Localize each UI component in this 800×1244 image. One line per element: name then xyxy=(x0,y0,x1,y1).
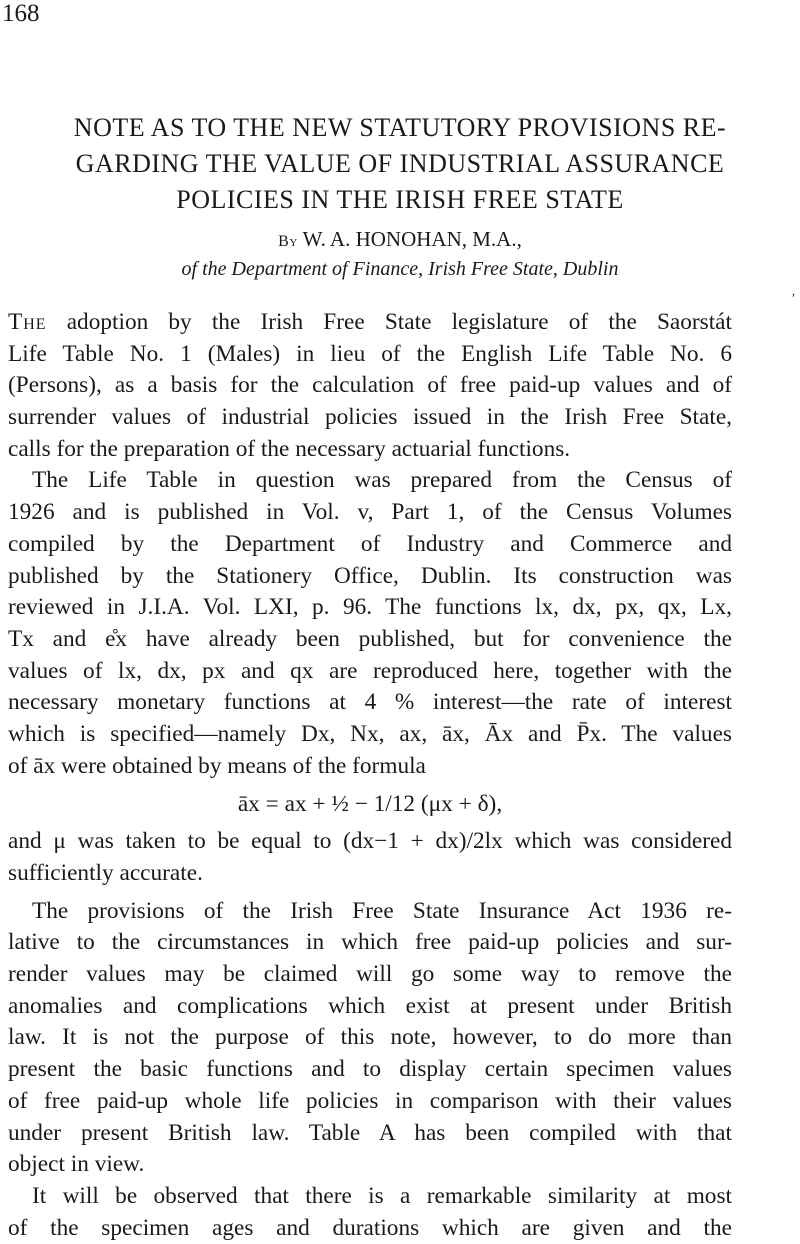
margin-mark: ʹ xyxy=(792,292,796,307)
body-line: The Life Table in question was prepared from the Census of xyxy=(32,467,732,494)
author-byline xyxy=(0,226,800,255)
page-number: 168 xyxy=(2,0,40,27)
paragraph-3 xyxy=(8,826,732,889)
annuity-formula: āx = ax + ½ − 1/12 (μx + δ), xyxy=(237,791,503,818)
body-line: anomalies and complications which exist at present under British xyxy=(8,992,732,1019)
body-line: compiled by the Department of Industry and Commerce and xyxy=(8,530,732,557)
paragraph-2 xyxy=(8,465,732,782)
body-line: surrender values of industrial policies issued in the Irish Free State, xyxy=(8,404,732,431)
body-line: necessary monetary functions at 4 % interest—the rate of interest xyxy=(8,689,732,716)
body-line: (Persons), as a basis for the calculation of free paid-up values and of xyxy=(8,372,732,399)
article-title xyxy=(0,110,800,218)
body-line xyxy=(8,307,732,339)
body-line: law. It is not the purpose of this note, however, to do more than xyxy=(8,1024,732,1051)
paragraph-1 xyxy=(8,307,732,465)
body-line: It will be observed that there is a remarkable similarity at most xyxy=(32,1182,732,1209)
body-line: under present British law. Table A has been compiled with that xyxy=(8,1119,732,1146)
body-line: The provisions of the Irish Free State Insurance Act 1936 re- xyxy=(32,897,732,924)
body-line: reviewed in J.I.A. Vol. LXI, p. 96. The functions lx, dx, px, qx, Lx, xyxy=(8,594,732,621)
paragraph-5 xyxy=(8,1181,732,1244)
line-text: adoption by the Irish Free State legislature of the Saorstát xyxy=(46,309,732,335)
body-line: of the specimen ages and durations which are given and the xyxy=(8,1214,732,1241)
title-line: POLICIES IN THE IRISH FREE STATE xyxy=(176,185,624,214)
body-line: of āx were obtained by means of the formula xyxy=(8,752,426,779)
body-line: render values may be claimed will go some way to remove the xyxy=(8,961,732,988)
body-line: published by the Stationery Office, Dublin. Its construction was xyxy=(8,562,732,589)
body-line: Life Table No. 1 (Males) in lieu of the English Life Table No. 6 xyxy=(8,340,732,367)
body-line: calls for the preparation of the necessary actuarial functions. xyxy=(8,435,571,462)
byline-prefix: By xyxy=(278,233,298,250)
lead-word: The xyxy=(8,309,47,335)
body-line: Tx and e̊x have already been published, but for convenience the xyxy=(8,625,732,652)
body-line: values of lx, dx, px and qx are reproduced here, together with the xyxy=(8,657,732,684)
title-line: NOTE AS TO THE NEW STATUTORY PROVISIONS RE- xyxy=(73,113,727,142)
body-line: sufficiently accurate. xyxy=(8,860,203,886)
body-line: and μ was taken to be equal to (dx−1 + dx)/2lx which was considered xyxy=(8,828,732,855)
author-affiliation: of the Department of Finance, Irish Free State, Dublin xyxy=(181,258,619,280)
author-name: W. A. HONOHAN, M.A., xyxy=(302,227,522,251)
paragraph-4 xyxy=(8,896,732,1181)
title-line: GARDING THE VALUE OF INDUSTRIAL ASSURANCE xyxy=(75,149,725,178)
body-line: 1926 and is published in Vol. v, Part 1, of the Census Volumes xyxy=(8,499,732,526)
body-line: which is specified—namely Dx, Nx, ax, āx, Āx and P̄x. The values xyxy=(8,720,732,747)
body-line: object in view. xyxy=(8,1151,145,1178)
body-line: of free paid-up whole life policies in comparison with their values xyxy=(8,1087,732,1114)
body-line: present the basic functions and to display certain specimen values xyxy=(8,1056,732,1083)
body-line: lative to the circumstances in which free paid-up policies and sur- xyxy=(8,929,732,956)
article-body xyxy=(8,307,732,1244)
